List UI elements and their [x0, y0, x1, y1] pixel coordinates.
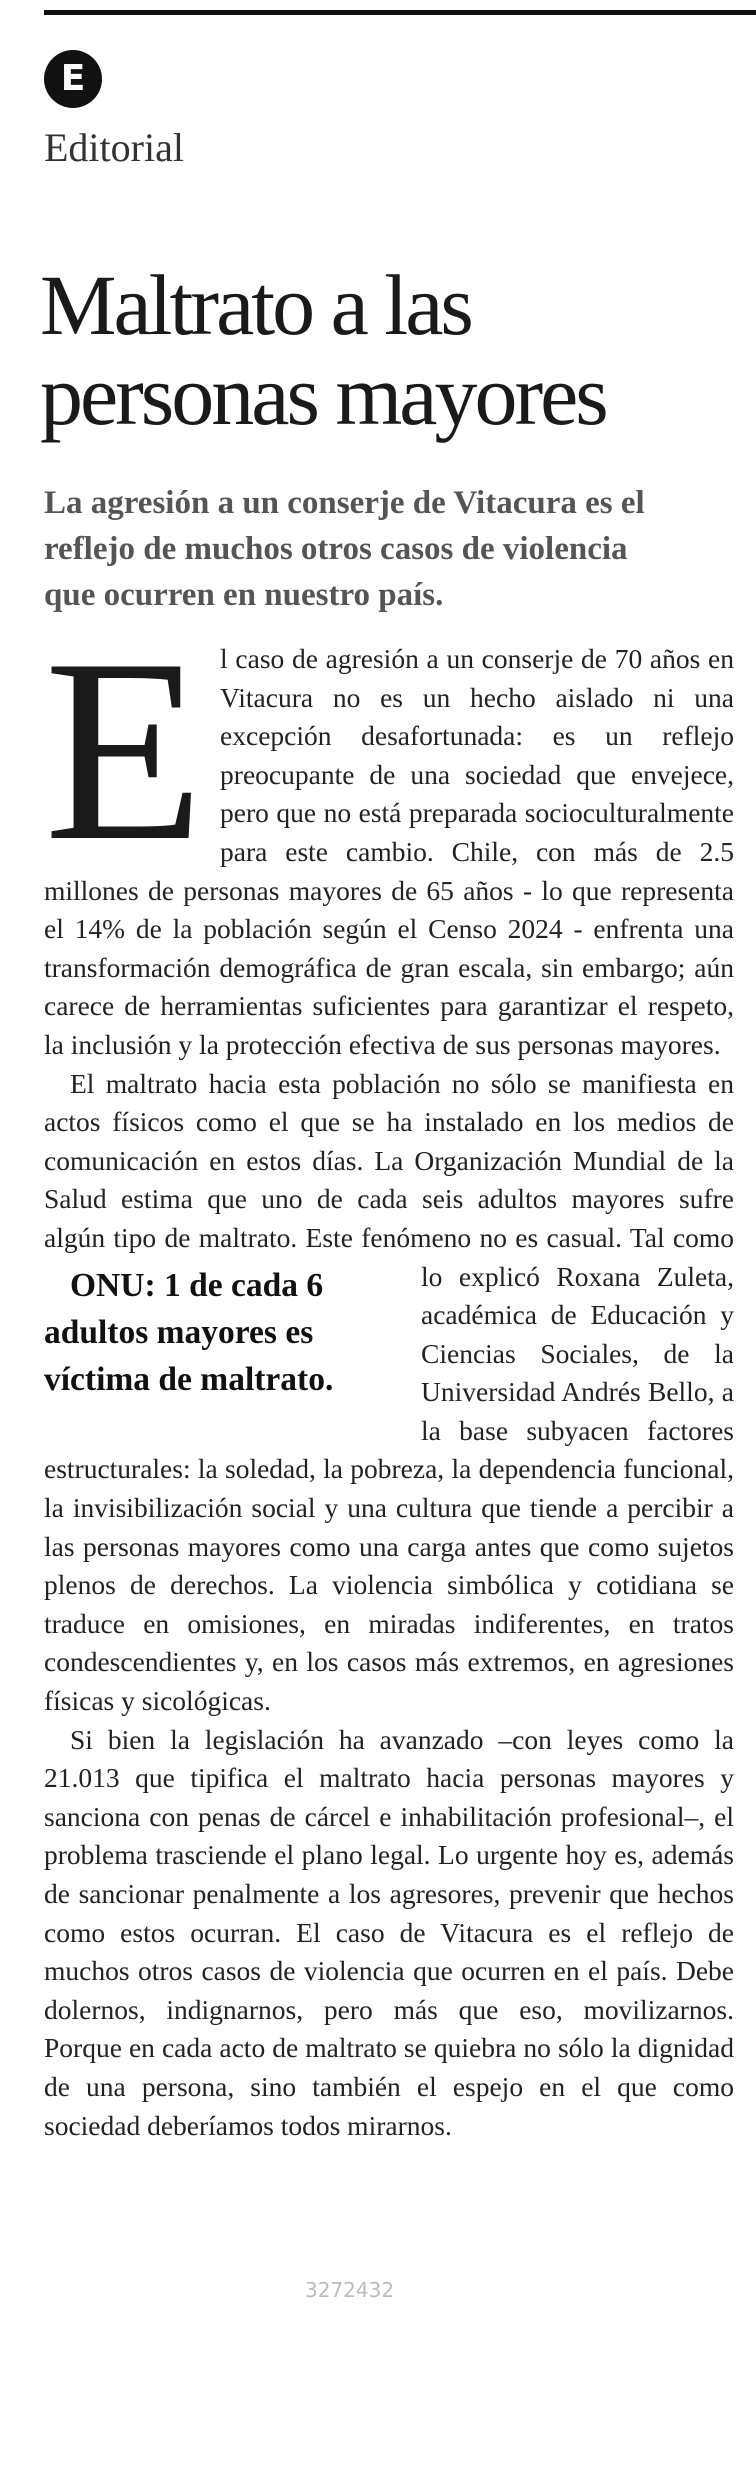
- section-label: Editorial: [44, 125, 184, 170]
- headline: Maltrato a las personas mayores: [40, 257, 606, 443]
- drop-cap: E: [44, 605, 205, 895]
- paragraph-2-part-1: El maltrato hacia esta población no sólo se manifiesta en actos físicos como el que se ha instalado en los medios de comunicación en estos días. La Organización Mundial de la Salud estima que uno de cada seis adultos mayores sufre algún tipo de maltrato. Este fenómeno no es casual. Tal como lo explicó: [44, 1067, 734, 1292]
- article-body: [44, 605, 734, 2145]
- dek: La agresión a un conserje de Vitacura es el reflejo de muchos otros casos de violencia que ocurren en nuestro país.: [44, 485, 645, 613]
- top-rule: [44, 10, 756, 15]
- watermark: 3272432: [305, 2278, 395, 2302]
- editorial-badge: E: [44, 50, 102, 108]
- pull-quote: ONU: 1 de cada 6 adultos mayores es víctima de maltrato.: [44, 1266, 334, 1398]
- paragraph-1: [44, 605, 734, 1065]
- paragraph-1-text: l caso de agresión a un conserje de 70 años en Vitacura no es un hecho aislado ni una excepción desafortunada: es un reflejo preocupante de una sociedad que envejece, pero que no está preparada socioculturalmente para este cambio. Chile, con más de 2.5 millones de personas mayores de 65 años - lo que representa el 14% de la población según el Censo 2024 - enfrenta una transformación demográfica de gran escala, sin embargo; aún carece de herramientas suficientes para garantizar el respeto, la inclusión y la protección efectiva de sus personas mayores.: [44, 643, 734, 1060]
- paragraph-2-part-2: Roxana Zuleta, académica de Educación y Ciencias Sociales, de la Universidad Andrés Bello, a la base subyacen factores estructurales: la soledad, la pobreza, la dependencia funcional, la invisibilización social y una cultura que tiende a percibir a las personas mayores como una carga antes que como sujetos plenos de derechos. La violencia simbólica y cotidiana se traduce en omisiones, en miradas indiferentes, en tratos condescendientes y, en los casos más extremos, en agresiones físicas y sicológicas.: [44, 1260, 734, 1717]
- paragraph-2: [44, 1065, 734, 1721]
- paragraph-3: Si bien la legislación ha avanzado –con leyes como la 21.013 que tipifica el maltrato hacia personas mayores y sanciona con penas de cárcel e inhabilitación profesional–, el problema trasciende el plano legal. Lo urgente hoy es, además de sancionar penalmente a los agresores, prevenir que hechos como estos ocurran. El caso de Vitacura es el reflejo de muchos otros casos de violencia que ocurren en el país. Debe dolernos, indignarnos, pero más que eso, movilizarnos. Porque en cada acto de maltrato se quiebra no sólo la dignidad de una persona, sino también el espejo en el que como sociedad deberíamos todos mirarnos.: [44, 1723, 734, 2141]
